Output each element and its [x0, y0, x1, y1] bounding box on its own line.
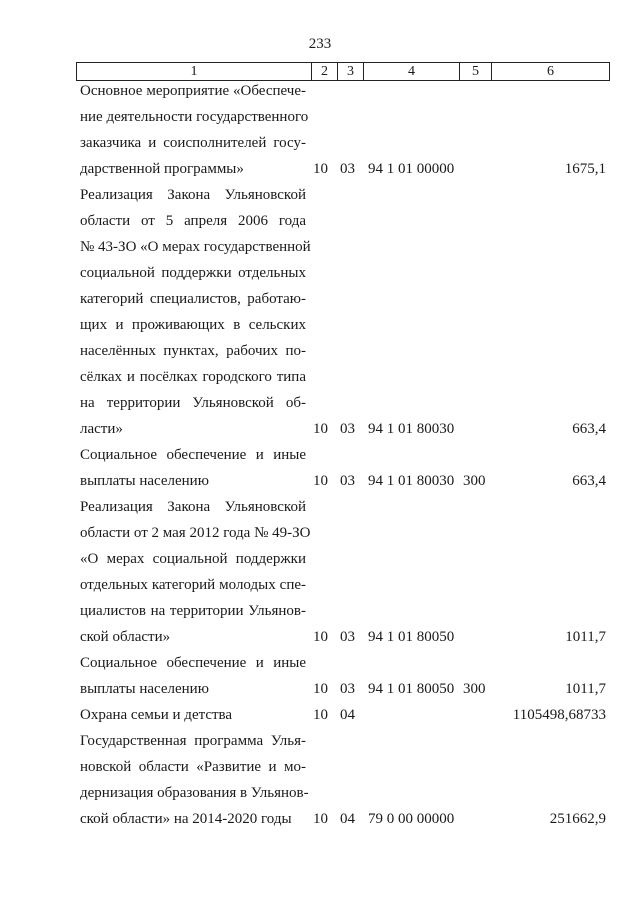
description-line: «О мерах социальной поддержки — [80, 551, 306, 567]
row-description — [80, 728, 309, 832]
description-line: выплаты населению — [80, 681, 209, 697]
header-col-6: 6 — [491, 63, 609, 80]
description-line: области от 2 мая 2012 года № 49-ЗО — [80, 525, 311, 541]
description-line: циалистов на территории Ульянов- — [80, 603, 306, 619]
description-line: сёлках и посёлках городского типа — [80, 369, 306, 385]
description-line: Социальное обеспечение и иные — [80, 655, 306, 671]
row-description — [80, 78, 309, 182]
amount: 663,4 — [572, 421, 606, 437]
row-description — [80, 650, 306, 702]
description-line: категорий специалистов, работаю- — [80, 291, 306, 307]
subsection-code: 04 — [340, 707, 355, 723]
expense-type-code: 300 — [463, 681, 486, 697]
description-line: выплаты населению — [80, 473, 209, 489]
amount: 251662,9 — [549, 811, 606, 827]
section-code: 10 — [313, 681, 328, 697]
header-col-4: 4 — [363, 63, 459, 80]
description-line: дернизация образования в Ульянов- — [80, 785, 309, 801]
header-col-3: 3 — [337, 63, 363, 80]
subsection-code: 03 — [340, 681, 355, 697]
amount: 1105498,68733 — [512, 707, 606, 723]
description-line: ласти» — [80, 421, 123, 437]
section-code: 10 — [313, 473, 328, 489]
target-article-code: 94 1 01 00000 — [368, 161, 455, 177]
description-line: ской области» на 2014-2020 годы — [80, 811, 292, 827]
row-description — [80, 182, 311, 442]
description-line: щих и проживающих в сельских — [80, 317, 306, 333]
description-line: Реализация Закона Ульяновской — [80, 187, 306, 203]
section-code: 10 — [313, 421, 328, 437]
description-line: дарственной программы» — [80, 161, 244, 177]
description-line: Основное мероприятие «Обеспече- — [80, 83, 306, 99]
description-line: Государственная программа Улья- — [80, 733, 306, 749]
description-line: Охрана семьи и детства — [80, 707, 233, 723]
section-code: 10 — [313, 811, 328, 827]
description-line: области от 5 апреля 2006 года — [80, 213, 306, 229]
target-article-code: 94 1 01 80030 — [368, 421, 455, 437]
amount: 1675,1 — [564, 161, 606, 177]
subsection-code: 04 — [340, 811, 355, 827]
header-col-1: 1 — [190, 64, 198, 79]
description-line: новской области «Развитие и мо- — [80, 759, 306, 775]
description-line: ской области» — [80, 629, 171, 645]
header-col-2: 2 — [311, 63, 337, 80]
amount: 663,4 — [572, 473, 606, 489]
amount: 1011,7 — [565, 629, 606, 645]
section-code: 10 — [313, 707, 328, 723]
description-line: на территории Ульяновской об- — [80, 395, 306, 411]
subsection-code: 03 — [340, 629, 355, 645]
row-description — [80, 494, 311, 650]
section-code: 10 — [313, 161, 328, 177]
description-line: № 43-ЗО «О мерах государственной — [80, 239, 311, 255]
subsection-code: 03 — [340, 421, 355, 437]
header-col-5: 5 — [459, 63, 491, 80]
description-line: Социальное обеспечение и иные — [80, 447, 306, 463]
description-line: Реализация Закона Ульяновской — [80, 499, 306, 515]
section-code: 10 — [313, 629, 328, 645]
target-article-code: 79 0 00 00000 — [368, 811, 455, 827]
amount: 1011,7 — [565, 681, 606, 697]
description-line: социальной поддержки отдельных — [80, 265, 306, 281]
description-line: населённых пунктах, рабочих по- — [80, 343, 306, 359]
target-article-code: 94 1 01 80050 — [368, 629, 455, 645]
row-description — [80, 442, 306, 494]
subsection-code: 03 — [340, 473, 355, 489]
expense-type-code: 300 — [463, 473, 486, 489]
description-line: заказчика и соисполнителей госу- — [80, 135, 306, 151]
target-article-code: 94 1 01 80050 — [368, 681, 455, 697]
description-line: отдельных категорий молодых спе- — [80, 577, 306, 593]
subsection-code: 03 — [340, 161, 355, 177]
page-number: 233 — [308, 36, 332, 52]
target-article-code: 94 1 01 80030 — [368, 473, 455, 489]
row-description — [80, 702, 306, 728]
description-line: ние деятельности государственного — [80, 109, 309, 125]
